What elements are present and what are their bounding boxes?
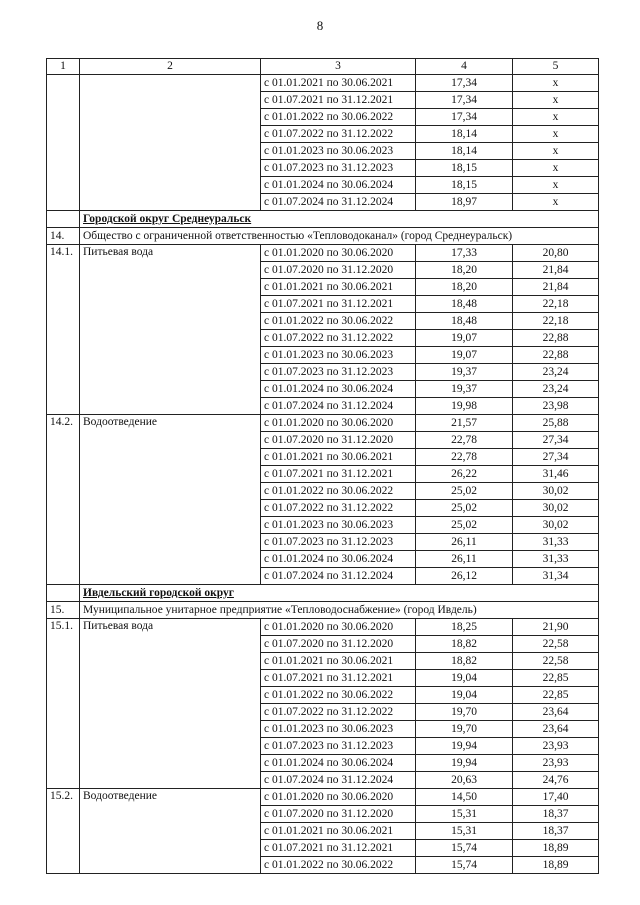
item-number-cell (47, 279, 80, 296)
section-title: Городской округ Среднеуральск (80, 211, 599, 228)
tariff-value-cell: 18,14 (416, 143, 513, 160)
item-number-cell (47, 840, 80, 857)
item-number-cell: 14.1. (47, 245, 80, 262)
tariff-vat-cell: х (513, 160, 599, 177)
period-cell: с 01.01.2020 по 30.06.2020 (261, 245, 416, 262)
item-number-cell (47, 636, 80, 653)
item-name-cell (80, 279, 261, 296)
tariff-value-cell: 18,48 (416, 313, 513, 330)
tariff-value-cell: 25,02 (416, 517, 513, 534)
item-name-cell (80, 840, 261, 857)
section-blank-cell (47, 585, 80, 602)
tariff-vat-cell: 27,34 (513, 432, 599, 449)
tariff-vat-cell: 31,46 (513, 466, 599, 483)
tariff-row (47, 330, 599, 347)
item-number-cell (47, 449, 80, 466)
tariff-vat-cell: 20,80 (513, 245, 599, 262)
tariff-row (47, 551, 599, 568)
tariff-row (47, 109, 599, 126)
tariff-vat-cell: 23,24 (513, 381, 599, 398)
tariff-value-cell: 17,34 (416, 92, 513, 109)
period-cell: с 01.07.2024 по 31.12.2024 (261, 194, 416, 211)
tariff-value-cell: 15,31 (416, 823, 513, 840)
tariff-vat-cell: 21,84 (513, 262, 599, 279)
tariff-value-cell: 18,25 (416, 619, 513, 636)
organization-row (47, 228, 599, 245)
item-name-cell (80, 143, 261, 160)
tariff-row (47, 262, 599, 279)
tariff-value-cell: 18,97 (416, 194, 513, 211)
period-cell: с 01.01.2020 по 30.06.2020 (261, 619, 416, 636)
tariff-row (47, 619, 599, 636)
item-name-cell: Водоотведение (80, 415, 261, 432)
tariff-vat-cell: х (513, 75, 599, 92)
period-cell: с 01.01.2023 по 30.06.2023 (261, 721, 416, 738)
item-name-cell (80, 160, 261, 177)
item-number-cell (47, 704, 80, 721)
period-cell: с 01.01.2024 по 30.06.2024 (261, 177, 416, 194)
period-cell: с 01.07.2021 по 31.12.2021 (261, 670, 416, 687)
item-number-cell (47, 466, 80, 483)
tariff-vat-cell: 21,84 (513, 279, 599, 296)
item-number-cell (47, 296, 80, 313)
tariff-vat-cell: 22,85 (513, 687, 599, 704)
tariff-row (47, 415, 599, 432)
tariff-vat-cell: х (513, 143, 599, 160)
item-name-cell (80, 551, 261, 568)
tariff-vat-cell: 30,02 (513, 517, 599, 534)
tariff-value-cell: 19,07 (416, 330, 513, 347)
item-name-cell: Питьевая вода (80, 619, 261, 636)
tariff-row (47, 704, 599, 721)
tariff-row (47, 568, 599, 585)
tariff-vat-cell: 21,90 (513, 619, 599, 636)
item-name-cell (80, 721, 261, 738)
item-name-cell (80, 483, 261, 500)
item-name-cell (80, 296, 261, 313)
item-name-cell (80, 364, 261, 381)
tariff-row (47, 466, 599, 483)
item-number-cell (47, 330, 80, 347)
period-cell: с 01.07.2020 по 31.12.2020 (261, 262, 416, 279)
tariff-value-cell: 18,20 (416, 279, 513, 296)
tariff-value-cell: 14,50 (416, 789, 513, 806)
tariff-vat-cell: 22,58 (513, 653, 599, 670)
tariff-table-body (47, 59, 599, 874)
tariff-value-cell: 26,22 (416, 466, 513, 483)
item-number-cell (47, 568, 80, 585)
tariff-value-cell: 26,11 (416, 551, 513, 568)
tariff-value-cell: 15,31 (416, 806, 513, 823)
tariff-row (47, 75, 599, 92)
tariff-row (47, 738, 599, 755)
period-cell: с 01.01.2022 по 30.06.2022 (261, 109, 416, 126)
tariff-value-cell: 22,78 (416, 449, 513, 466)
item-name-cell: Водоотведение (80, 789, 261, 806)
item-name-cell (80, 330, 261, 347)
item-number-cell (47, 483, 80, 500)
tariff-value-cell: 17,33 (416, 245, 513, 262)
period-cell: с 01.07.2020 по 31.12.2020 (261, 636, 416, 653)
period-cell: с 01.07.2024 по 31.12.2024 (261, 398, 416, 415)
tariff-vat-cell: х (513, 126, 599, 143)
item-name-cell (80, 755, 261, 772)
period-cell: с 01.01.2020 по 30.06.2020 (261, 415, 416, 432)
tariff-value-cell: 19,94 (416, 738, 513, 755)
tariff-row (47, 92, 599, 109)
item-number-cell (47, 500, 80, 517)
tariff-vat-cell: 23,93 (513, 738, 599, 755)
item-name-cell (80, 772, 261, 789)
item-name-cell (80, 75, 261, 92)
tariff-row (47, 126, 599, 143)
period-cell: с 01.01.2022 по 30.06.2022 (261, 857, 416, 874)
item-number-cell (47, 755, 80, 772)
period-cell: с 01.01.2023 по 30.06.2023 (261, 143, 416, 160)
tariff-value-cell: 18,14 (416, 126, 513, 143)
tariff-row (47, 636, 599, 653)
item-number-cell (47, 772, 80, 789)
item-number-cell: 15.1. (47, 619, 80, 636)
tariff-value-cell: 19,04 (416, 670, 513, 687)
tariff-table (46, 58, 599, 874)
item-number-cell (47, 126, 80, 143)
tariff-row (47, 517, 599, 534)
tariff-value-cell: 25,02 (416, 500, 513, 517)
tariff-row (47, 347, 599, 364)
tariff-vat-cell: 17,40 (513, 789, 599, 806)
column-number-cell: 5 (513, 59, 599, 75)
period-cell: с 01.01.2022 по 30.06.2022 (261, 687, 416, 704)
item-number-cell (47, 92, 80, 109)
item-name-cell (80, 194, 261, 211)
item-number-cell (47, 143, 80, 160)
tariff-value-cell: 26,12 (416, 568, 513, 585)
period-cell: с 01.07.2022 по 31.12.2022 (261, 330, 416, 347)
item-name-cell (80, 687, 261, 704)
tariff-row (47, 381, 599, 398)
tariff-row (47, 534, 599, 551)
tariff-row (47, 364, 599, 381)
item-number-cell (47, 160, 80, 177)
tariff-vat-cell: 23,64 (513, 721, 599, 738)
item-number-cell (47, 347, 80, 364)
period-cell: с 01.01.2021 по 30.06.2021 (261, 75, 416, 92)
tariff-row (47, 806, 599, 823)
period-cell: с 01.01.2023 по 30.06.2023 (261, 347, 416, 364)
period-cell: с 01.07.2022 по 31.12.2022 (261, 126, 416, 143)
period-cell: с 01.01.2024 по 30.06.2024 (261, 381, 416, 398)
tariff-value-cell: 21,57 (416, 415, 513, 432)
item-name-cell (80, 109, 261, 126)
tariff-value-cell: 18,82 (416, 636, 513, 653)
item-number-cell (47, 551, 80, 568)
period-cell: с 01.01.2022 по 30.06.2022 (261, 313, 416, 330)
section-title-row (47, 585, 599, 602)
tariff-row (47, 789, 599, 806)
item-name-cell (80, 466, 261, 483)
item-name-cell (80, 738, 261, 755)
tariff-vat-cell: 22,18 (513, 296, 599, 313)
tariff-value-cell: 26,11 (416, 534, 513, 551)
item-number-cell (47, 687, 80, 704)
item-number-cell (47, 857, 80, 874)
organization-name: Общество с ограниченной ответственностью «Тепловодоканал» (город Среднеуральск) (80, 228, 599, 245)
tariff-value-cell: 18,20 (416, 262, 513, 279)
tariff-row (47, 245, 599, 262)
tariff-row (47, 823, 599, 840)
section-title: Ивдельский городской округ (80, 585, 599, 602)
item-name-cell (80, 857, 261, 874)
tariff-value-cell: 18,15 (416, 160, 513, 177)
tariff-vat-cell: 22,58 (513, 636, 599, 653)
tariff-row (47, 500, 599, 517)
tariff-vat-cell: х (513, 177, 599, 194)
period-cell: с 01.07.2023 по 31.12.2023 (261, 534, 416, 551)
tariff-vat-cell: 23,64 (513, 704, 599, 721)
item-name-cell (80, 398, 261, 415)
item-name-cell: Питьевая вода (80, 245, 261, 262)
tariff-value-cell: 18,15 (416, 177, 513, 194)
tariff-vat-cell: 27,34 (513, 449, 599, 466)
organization-row (47, 602, 599, 619)
tariff-value-cell: 18,82 (416, 653, 513, 670)
item-number-cell (47, 262, 80, 279)
item-name-cell (80, 500, 261, 517)
tariff-row (47, 194, 599, 211)
item-name-cell (80, 806, 261, 823)
tariff-value-cell: 20,63 (416, 772, 513, 789)
item-number-cell (47, 432, 80, 449)
organization-name: Муниципальное унитарное предприятие «Тепловодоснабжение» (город Ивдель) (80, 602, 599, 619)
tariff-row (47, 279, 599, 296)
period-cell: с 01.07.2020 по 31.12.2020 (261, 806, 416, 823)
item-name-cell (80, 449, 261, 466)
tariff-vat-cell: 25,88 (513, 415, 599, 432)
period-cell: с 01.01.2021 по 30.06.2021 (261, 653, 416, 670)
tariff-vat-cell: х (513, 194, 599, 211)
item-name-cell (80, 432, 261, 449)
item-name-cell (80, 262, 261, 279)
section-title-row (47, 211, 599, 228)
organization-number: 15. (47, 602, 80, 619)
tariff-row (47, 687, 599, 704)
tariff-row (47, 483, 599, 500)
tariff-row (47, 296, 599, 313)
period-cell: с 01.01.2024 по 30.06.2024 (261, 551, 416, 568)
tariff-value-cell: 18,48 (416, 296, 513, 313)
tariff-vat-cell: 22,18 (513, 313, 599, 330)
item-name-cell (80, 92, 261, 109)
item-number-cell (47, 823, 80, 840)
tariff-vat-cell: 18,37 (513, 806, 599, 823)
item-name-cell (80, 568, 261, 585)
tariff-row (47, 670, 599, 687)
item-number-cell (47, 75, 80, 92)
tariff-value-cell: 19,07 (416, 347, 513, 364)
tariff-row (47, 755, 599, 772)
tariff-vat-cell: 23,98 (513, 398, 599, 415)
tariff-vat-cell: 23,93 (513, 755, 599, 772)
tariff-vat-cell: х (513, 109, 599, 126)
tariff-vat-cell: 30,02 (513, 483, 599, 500)
tariff-vat-cell: 31,34 (513, 568, 599, 585)
tariff-value-cell: 19,70 (416, 704, 513, 721)
item-number-cell: 14.2. (47, 415, 80, 432)
period-cell: с 01.07.2022 по 31.12.2022 (261, 704, 416, 721)
page-number: 8 (316, 18, 324, 33)
tariff-value-cell: 15,74 (416, 840, 513, 857)
tariff-vat-cell: 22,85 (513, 670, 599, 687)
period-cell: с 01.01.2021 по 30.06.2021 (261, 449, 416, 466)
item-number-cell (47, 534, 80, 551)
item-name-cell (80, 823, 261, 840)
period-cell: с 01.07.2023 по 31.12.2023 (261, 364, 416, 381)
item-name-cell (80, 381, 261, 398)
column-number-cell: 2 (80, 59, 261, 75)
tariff-value-cell: 19,94 (416, 755, 513, 772)
item-name-cell (80, 653, 261, 670)
item-name-cell (80, 704, 261, 721)
item-number-cell (47, 364, 80, 381)
item-number-cell (47, 381, 80, 398)
tariff-value-cell: 19,70 (416, 721, 513, 738)
item-number-cell (47, 653, 80, 670)
item-name-cell (80, 126, 261, 143)
tariff-row (47, 160, 599, 177)
period-cell: с 01.01.2020 по 30.06.2020 (261, 789, 416, 806)
tariff-vat-cell: 18,89 (513, 857, 599, 874)
tariff-vat-cell: 22,88 (513, 347, 599, 364)
item-number-cell: 15.2. (47, 789, 80, 806)
tariff-row (47, 398, 599, 415)
tariff-vat-cell: х (513, 92, 599, 109)
period-cell: с 01.07.2021 по 31.12.2021 (261, 840, 416, 857)
tariff-vat-cell: 30,02 (513, 500, 599, 517)
tariff-value-cell: 25,02 (416, 483, 513, 500)
tariff-row (47, 840, 599, 857)
tariff-value-cell: 17,34 (416, 75, 513, 92)
period-cell: с 01.01.2022 по 30.06.2022 (261, 483, 416, 500)
tariff-row (47, 432, 599, 449)
tariff-row (47, 653, 599, 670)
period-cell: с 01.07.2024 по 31.12.2024 (261, 772, 416, 789)
item-name-cell (80, 636, 261, 653)
column-number-cell: 3 (261, 59, 416, 75)
item-number-cell (47, 313, 80, 330)
column-number-cell: 4 (416, 59, 513, 75)
section-blank-cell (47, 211, 80, 228)
tariff-value-cell: 19,37 (416, 364, 513, 381)
period-cell: с 01.07.2022 по 31.12.2022 (261, 500, 416, 517)
item-name-cell (80, 670, 261, 687)
item-number-cell (47, 517, 80, 534)
period-cell: с 01.07.2021 по 31.12.2021 (261, 92, 416, 109)
tariff-row (47, 177, 599, 194)
period-cell: с 01.07.2024 по 31.12.2024 (261, 568, 416, 585)
tariff-row (47, 857, 599, 874)
tariff-row (47, 449, 599, 466)
item-number-cell (47, 109, 80, 126)
organization-number: 14. (47, 228, 80, 245)
item-number-cell (47, 806, 80, 823)
tariff-vat-cell: 22,88 (513, 330, 599, 347)
tariff-vat-cell: 31,33 (513, 534, 599, 551)
item-name-cell (80, 534, 261, 551)
tariff-vat-cell: 24,76 (513, 772, 599, 789)
item-number-cell (47, 721, 80, 738)
item-name-cell (80, 313, 261, 330)
item-number-cell (47, 398, 80, 415)
item-number-cell (47, 194, 80, 211)
item-number-cell (47, 177, 80, 194)
period-cell: с 01.07.2021 по 31.12.2021 (261, 296, 416, 313)
period-cell: с 01.01.2021 по 30.06.2021 (261, 279, 416, 296)
column-number-row (47, 59, 599, 75)
period-cell: с 01.07.2020 по 31.12.2020 (261, 432, 416, 449)
tariff-row (47, 143, 599, 160)
tariff-vat-cell: 18,37 (513, 823, 599, 840)
tariff-vat-cell: 31,33 (513, 551, 599, 568)
item-name-cell (80, 347, 261, 364)
period-cell: с 01.01.2023 по 30.06.2023 (261, 517, 416, 534)
tariff-row (47, 721, 599, 738)
tariff-value-cell: 19,98 (416, 398, 513, 415)
period-cell: с 01.07.2021 по 31.12.2021 (261, 466, 416, 483)
tariff-value-cell: 19,04 (416, 687, 513, 704)
period-cell: с 01.01.2021 по 30.06.2021 (261, 823, 416, 840)
tariff-value-cell: 22,78 (416, 432, 513, 449)
tariff-value-cell: 19,37 (416, 381, 513, 398)
tariff-vat-cell: 23,24 (513, 364, 599, 381)
item-number-cell (47, 738, 80, 755)
tariff-value-cell: 17,34 (416, 109, 513, 126)
period-cell: с 01.07.2023 по 31.12.2023 (261, 738, 416, 755)
tariff-row (47, 313, 599, 330)
item-name-cell (80, 517, 261, 534)
period-cell: с 01.01.2024 по 30.06.2024 (261, 755, 416, 772)
column-number-cell: 1 (47, 59, 80, 75)
item-number-cell (47, 670, 80, 687)
tariff-vat-cell: 18,89 (513, 840, 599, 857)
tariff-value-cell: 15,74 (416, 857, 513, 874)
period-cell: с 01.07.2023 по 31.12.2023 (261, 160, 416, 177)
item-name-cell (80, 177, 261, 194)
tariff-row (47, 772, 599, 789)
